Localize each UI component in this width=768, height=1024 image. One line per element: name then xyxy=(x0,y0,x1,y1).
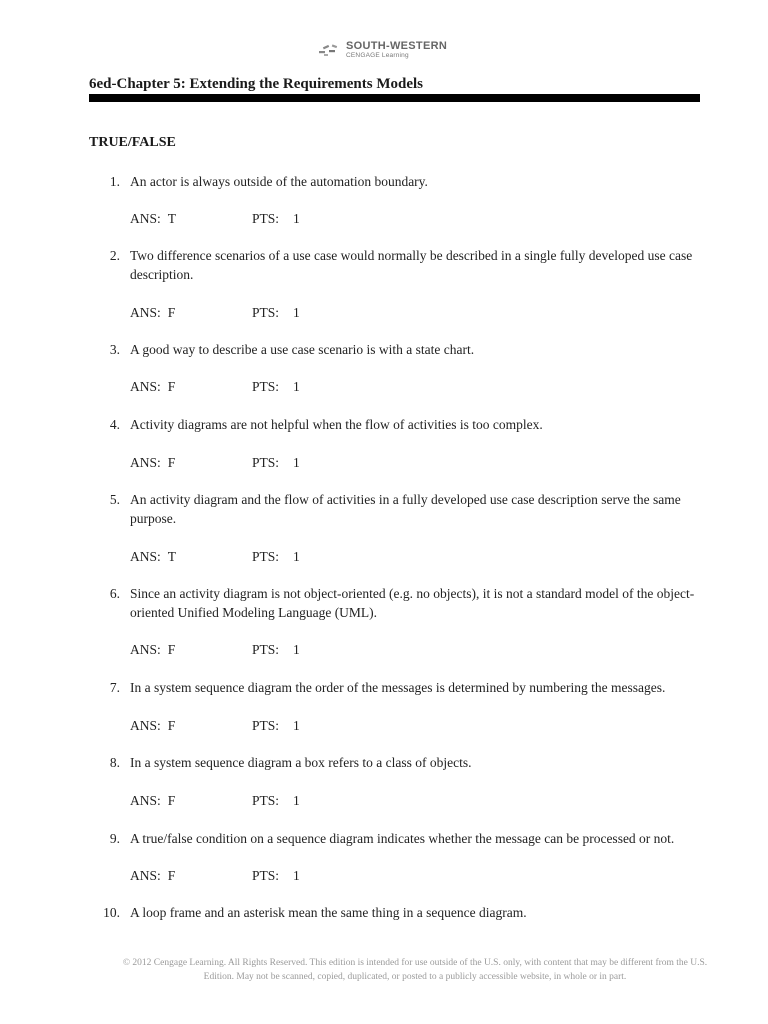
answer-line xyxy=(130,716,300,735)
document-title: 6ed-Chapter 5: Extending the Requirements Models xyxy=(89,76,424,92)
question-text: In a system sequence diagram the order of the messages is determined by numbering the messages. xyxy=(130,680,666,695)
ans-value: F xyxy=(167,642,176,657)
ans-label: ANS: xyxy=(130,211,161,226)
ans-value: F xyxy=(167,455,176,470)
question-number: 9. xyxy=(109,831,120,846)
answer-line xyxy=(130,209,300,228)
pts-value: 1 xyxy=(293,305,300,320)
question-text: A good way to describe a use case scenario is with a state chart. xyxy=(130,342,475,357)
pts-label: PTS: xyxy=(252,549,280,564)
title-divider xyxy=(89,94,700,102)
answer-line xyxy=(130,303,300,322)
question-text: In a system sequence diagram a box refers to a class of objects. xyxy=(130,755,472,770)
pts-label: PTS: xyxy=(252,305,280,320)
answer-line xyxy=(130,866,300,885)
question-number: 1. xyxy=(109,174,120,189)
pts-value: 1 xyxy=(293,211,300,226)
ans-label: ANS: xyxy=(130,793,161,808)
question-text: Since an activity diagram is not object-oriented (e.g. no objects), it is not a standard model of the object-oriented Unified Modeling Language (UML). xyxy=(130,586,695,620)
pts-value: 1 xyxy=(293,868,300,883)
pts-label: PTS: xyxy=(252,379,280,394)
ans-value: F xyxy=(167,305,176,320)
pts-label: PTS: xyxy=(252,793,280,808)
publisher-name: SOUTH-WESTERN xyxy=(346,40,448,52)
pts-value: 1 xyxy=(293,549,300,564)
ans-label: ANS: xyxy=(130,305,161,320)
pts-label: PTS: xyxy=(252,868,280,883)
answer-line xyxy=(130,791,300,810)
ans-label: ANS: xyxy=(130,549,161,564)
pts-value: 1 xyxy=(293,793,300,808)
answer-line xyxy=(130,547,300,566)
pts-value: 1 xyxy=(293,455,300,470)
ans-label: ANS: xyxy=(130,379,161,394)
pts-value: 1 xyxy=(293,718,300,733)
question-number: 4. xyxy=(109,417,120,432)
question-number: 6. xyxy=(109,586,120,601)
question-number: 7. xyxy=(109,680,120,695)
section-heading: TRUE/FALSE xyxy=(89,135,176,150)
question-number: 10. xyxy=(103,905,120,920)
pts-value: 1 xyxy=(293,379,300,394)
copyright-footer: © 2012 Cengage Learning. All Rights Reserved. This edition is intended for use outside of the U.S. only, with content that may be different from the U.S. Edition. May not be scanned, copied, duplicated, or posted to a publicly accessible website, in whole or in part. xyxy=(122,958,708,982)
question-number: 3. xyxy=(109,342,120,357)
question-text: An activity diagram and the flow of activities in a fully developed use case description serve the same purpose. xyxy=(130,492,681,526)
question-text: Activity diagrams are not helpful when the flow of activities is too complex. xyxy=(130,417,543,432)
question-text: A loop frame and an asterisk mean the same thing in a sequence diagram. xyxy=(130,905,527,920)
publisher-subtitle: CENGAGE Learning xyxy=(346,52,409,59)
question-text: A true/false condition on a sequence diagram indicates whether the message can be processed or not. xyxy=(130,831,675,846)
ans-value: F xyxy=(167,718,176,733)
publisher-logo xyxy=(318,41,447,60)
pts-label: PTS: xyxy=(252,455,280,470)
ans-label: ANS: xyxy=(130,455,161,470)
ans-label: ANS: xyxy=(130,718,161,733)
ans-value: F xyxy=(167,868,176,883)
ans-label: ANS: xyxy=(130,868,161,883)
answer-line xyxy=(130,640,300,659)
ans-value: T xyxy=(167,549,177,564)
question-number: 8. xyxy=(109,755,120,770)
ans-value: T xyxy=(167,211,177,226)
question-text: An actor is always outside of the automation boundary. xyxy=(130,174,428,189)
south-western-logo-icon xyxy=(318,42,342,58)
pts-value: 1 xyxy=(293,642,300,657)
ans-value: F xyxy=(167,793,176,808)
ans-value: F xyxy=(167,379,176,394)
pts-label: PTS: xyxy=(252,642,280,657)
pts-label: PTS: xyxy=(252,718,280,733)
answer-line xyxy=(130,377,300,396)
answer-line xyxy=(130,453,300,472)
question-text: Two difference scenarios of a use case would normally be described in a single fully developed use case description. xyxy=(130,248,693,282)
ans-label: ANS: xyxy=(130,642,161,657)
question-number: 2. xyxy=(109,248,120,263)
question-number: 5. xyxy=(109,492,120,507)
pts-label: PTS: xyxy=(252,211,280,226)
